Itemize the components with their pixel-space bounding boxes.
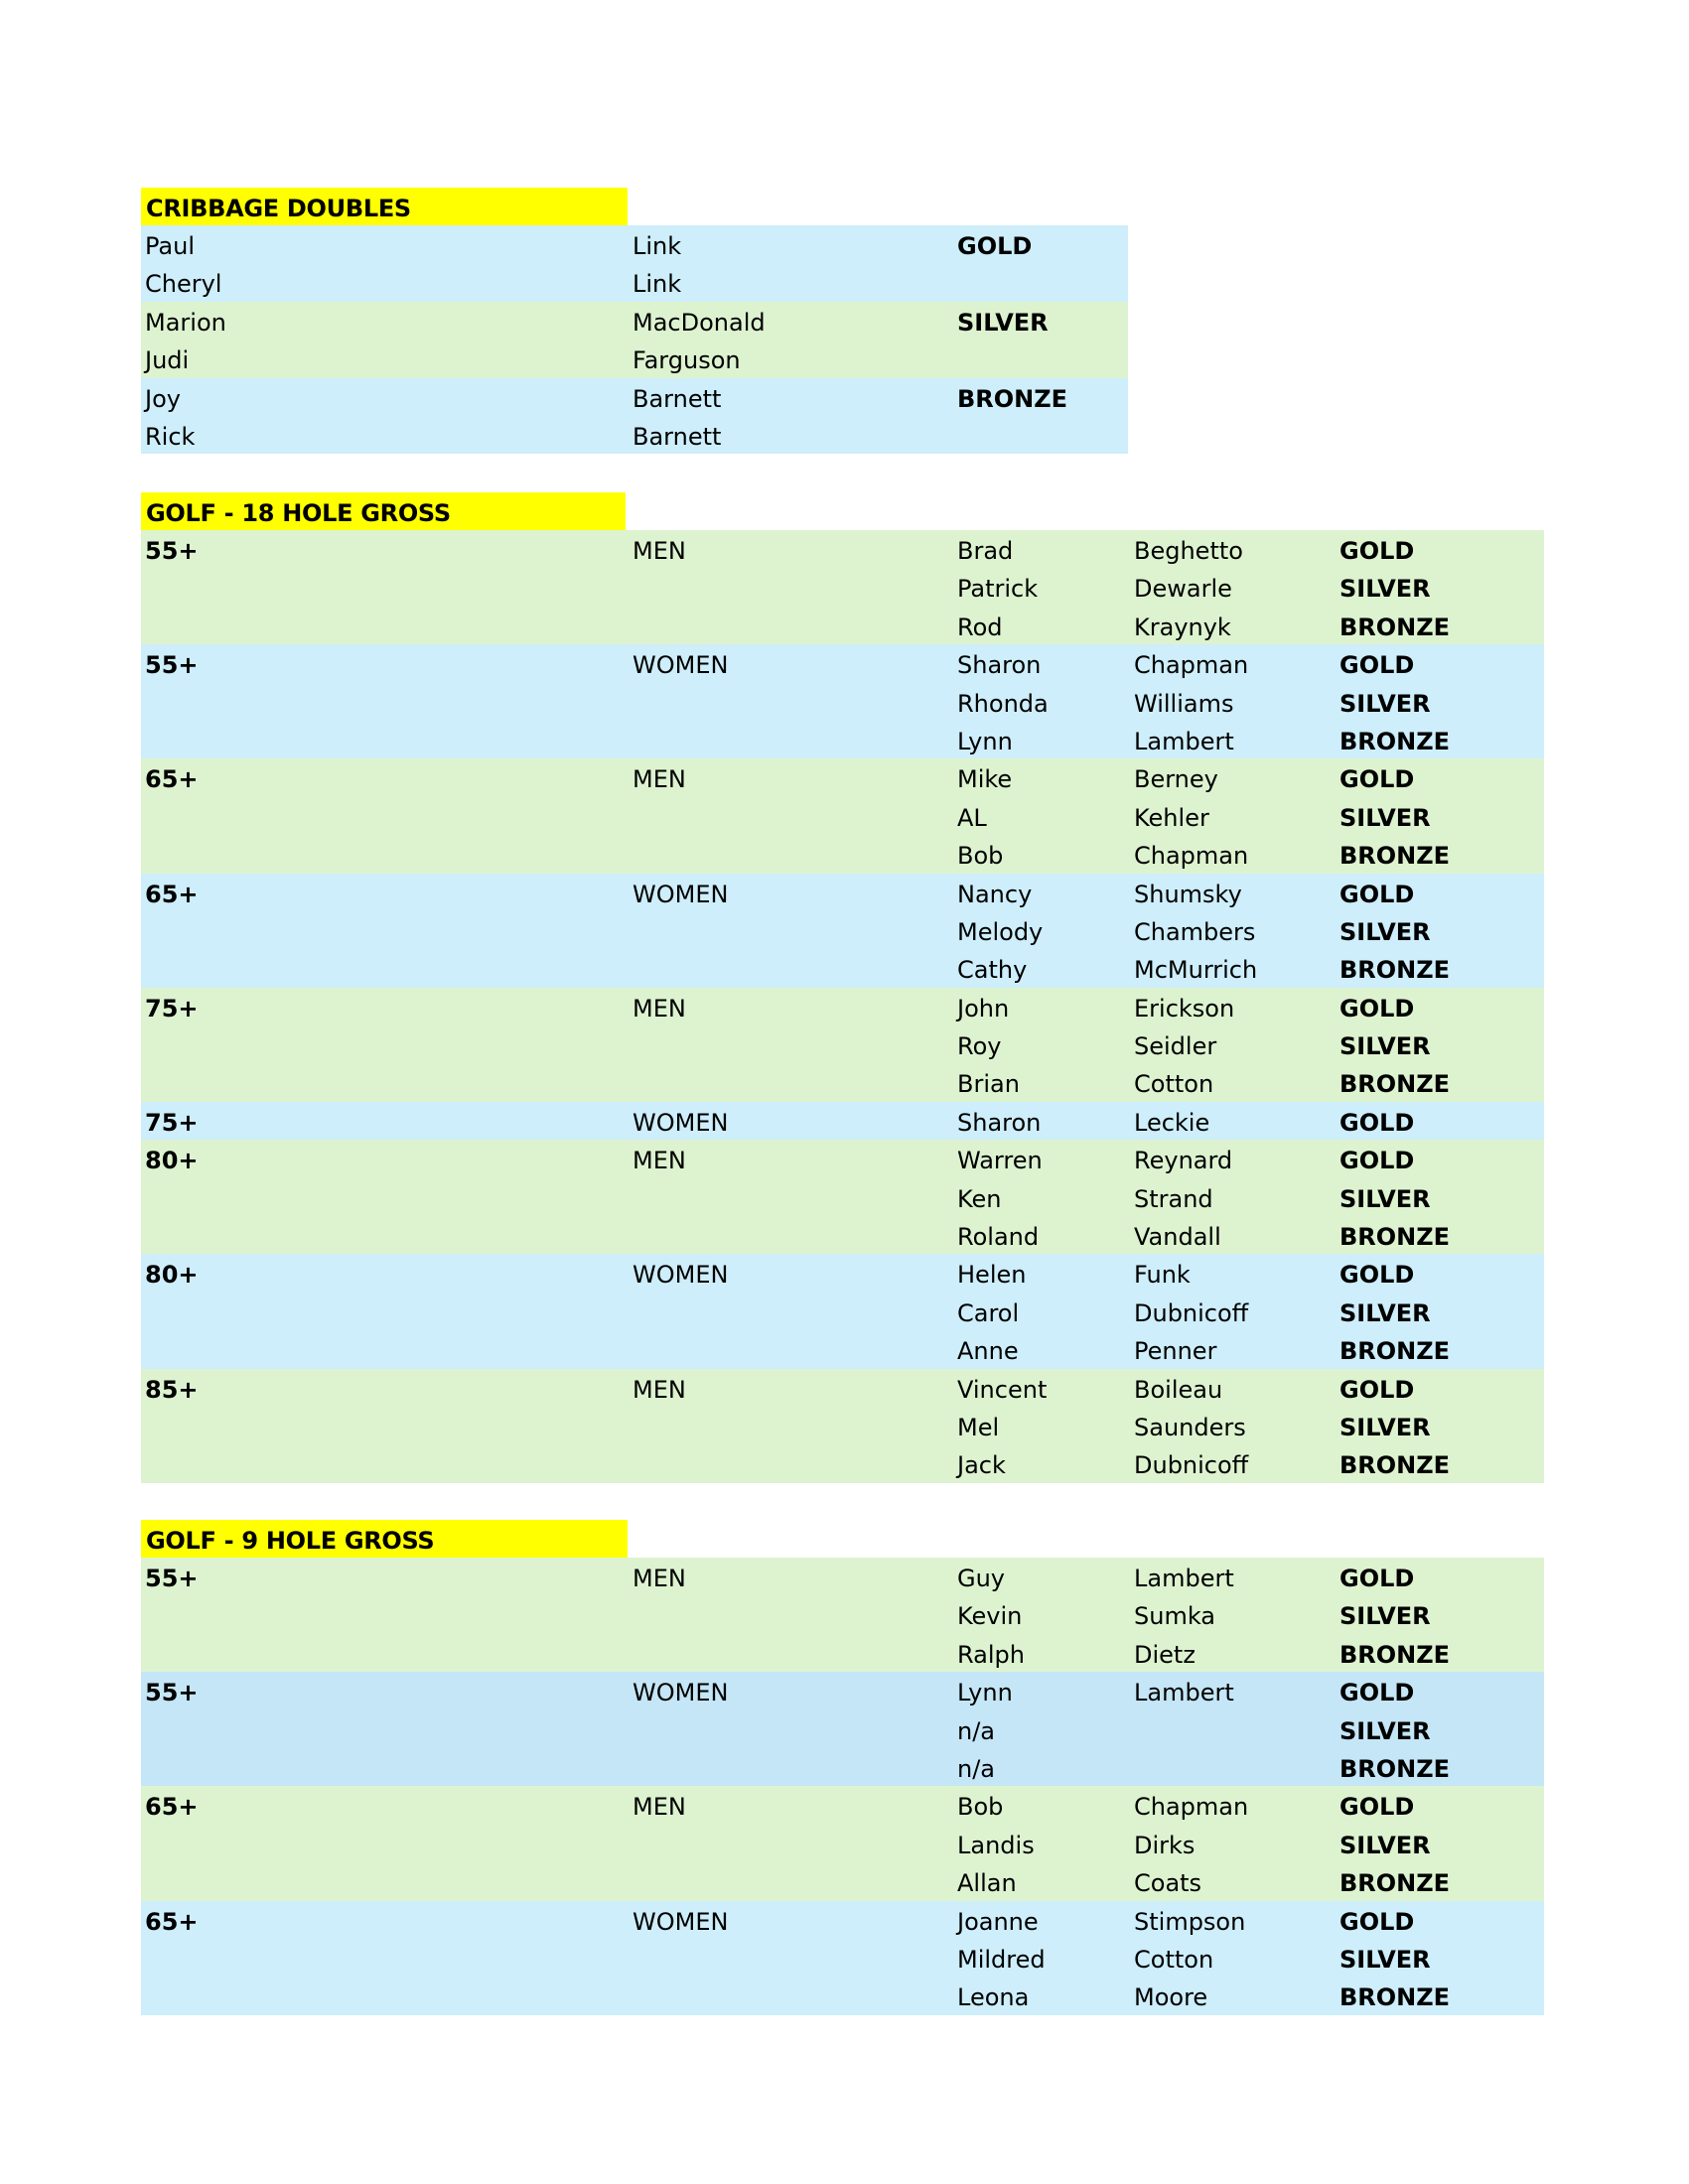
table-row [141,1901,1544,1939]
last-name: MacDonald [633,308,766,337]
first-name: Leona [957,1983,1030,2012]
first-name: Allan [957,1869,1017,1898]
medal-label: BRONZE [957,384,1068,413]
gender: WOMEN [633,1679,729,1707]
age-group: 65+ [145,1793,199,1822]
first-name: Melody [957,917,1044,946]
first-name: Rod [957,613,1003,641]
table-row [141,1710,1544,1748]
last-name: Sumka [1134,1602,1216,1631]
table-row [141,1825,1544,1862]
table-row [141,263,1128,301]
last-name: McMurrich [1134,956,1258,985]
medal-label: GOLD [957,232,1033,260]
first-name: Kevin [957,1602,1023,1631]
medal-label: SILVER [1339,1602,1431,1631]
medal-label: GOLD [1339,880,1415,908]
medal-label: GOLD [1339,537,1415,565]
last-name: Chapman [1134,651,1249,680]
first-name: Anne [957,1337,1019,1366]
table-row [141,1672,1544,1709]
table-row [141,1558,1544,1595]
first-name: Cathy [957,956,1028,985]
medal-label: BRONZE [1339,842,1451,871]
age-group: 55+ [145,537,199,565]
first-name: Sharon [957,1108,1042,1137]
medal-label: BRONZE [1339,1640,1451,1669]
last-name: Dietz [1134,1640,1196,1669]
first-name: Mildred [957,1945,1046,1974]
medal-label: GOLD [1339,1147,1415,1175]
first-name: Mel [957,1413,1000,1441]
last-name: Leckie [1134,1108,1210,1137]
last-name: Stimpson [1134,1907,1246,1936]
age-group: 65+ [145,1907,199,1936]
last-name: Dubnicoff [1134,1298,1249,1327]
golf18-rows [141,530,1544,1483]
medal-label: GOLD [1339,1261,1415,1290]
gender: MEN [633,1565,686,1592]
medal-label: SILVER [1339,1831,1431,1859]
age-group: 55+ [145,651,199,680]
medal-label: BRONZE [1339,613,1451,641]
last-name: Chapman [1134,842,1249,871]
first-name: Patrick [957,575,1039,604]
first-name: Warren [957,1147,1043,1175]
first-name: Bob [957,842,1004,871]
table-row [141,1595,1544,1633]
last-name: Kehler [1134,803,1209,832]
medal-label: BRONZE [1339,727,1451,755]
table-row [141,758,1544,796]
first-name: Ken [957,1184,1002,1213]
last-name: Seidler [1134,1032,1217,1061]
last-name: Lambert [1134,1679,1234,1707]
medal-label: SILVER [1339,1184,1431,1213]
last-name: Penner [1134,1337,1217,1366]
first-name: Cheryl [145,270,222,299]
table-row [141,1977,1544,2014]
first-name: Rhonda [957,689,1049,718]
section-title: GOLF - 18 HOLE GROSS [141,492,626,530]
age-group: 55+ [145,1679,199,1707]
last-name: Vandall [1134,1223,1221,1252]
medal-label: BRONZE [1339,1983,1451,2012]
first-name: Roland [957,1223,1040,1252]
table-row [141,530,1544,568]
table-row [141,988,1544,1025]
table-row [141,378,1128,416]
gender: MEN [633,1375,686,1404]
golf-18-hole-section [141,492,1544,1483]
table-row [141,1025,1544,1063]
gender: MEN [633,537,686,565]
last-name: Farguson [633,346,741,375]
medal-label: GOLD [1339,994,1415,1023]
first-name: Paul [145,232,195,260]
last-name: Dubnicoff [1134,1451,1249,1480]
medal-label: SILVER [1339,575,1431,604]
table-row [141,1748,1544,1786]
last-name: Lambert [1134,727,1234,755]
section-title: CRIBBAGE DOUBLES [141,188,628,225]
first-name: Guy [957,1565,1006,1592]
age-group: 65+ [145,880,199,908]
table-row [141,416,1128,454]
first-name: John [957,994,1010,1023]
table-row [141,1293,1544,1330]
first-name: Brad [957,537,1014,565]
table-row [141,644,1544,682]
first-name: Lynn [957,727,1013,755]
last-name: Strand [1134,1184,1213,1213]
medal-label: BRONZE [1339,1869,1451,1898]
table-row [141,1063,1544,1101]
medal-label: BRONZE [1339,1754,1451,1783]
medal-label: SILVER [1339,689,1431,718]
age-group: 75+ [145,1108,199,1137]
table-row [141,1102,1544,1140]
table-row [141,721,1544,758]
gender: WOMEN [633,1907,729,1936]
age-group: 55+ [145,1565,199,1592]
first-name: Bob [957,1793,1004,1822]
table-row [141,1407,1544,1444]
first-name: Roy [957,1032,1002,1061]
table-row [141,340,1128,377]
age-group: 80+ [145,1261,199,1290]
cribbage-rows [141,225,1128,454]
gender: WOMEN [633,1108,729,1137]
table-row [141,1634,1544,1672]
first-name: Vincent [957,1375,1048,1404]
first-name: Jack [957,1451,1006,1480]
last-name: Cotton [1134,1945,1214,1974]
first-name: Carol [957,1298,1020,1327]
medal-label: BRONZE [1339,1223,1451,1252]
table-row [141,683,1544,721]
first-name: Judi [145,346,190,375]
table-row [141,1862,1544,1900]
medal-label: SILVER [1339,1032,1431,1061]
first-name: Helen [957,1261,1027,1290]
first-name: n/a [957,1754,996,1783]
table-row [141,911,1544,949]
medal-label: GOLD [1339,1565,1415,1592]
first-name: Marion [145,308,226,337]
last-name: Funk [1134,1261,1191,1290]
last-name: Kraynyk [1134,613,1231,641]
last-name: Beghetto [1134,537,1243,565]
medal-label: SILVER [1339,1716,1431,1745]
gender: MEN [633,1793,686,1822]
medal-label: BRONZE [1339,956,1451,985]
table-row [141,1140,1544,1177]
last-name: Chapman [1134,1793,1249,1822]
first-name: Sharon [957,651,1042,680]
last-name: Link [633,232,682,260]
last-name: Cotton [1134,1070,1214,1099]
gender: WOMEN [633,880,729,908]
medal-label: GOLD [1339,1907,1415,1936]
cribbage-doubles-section [141,188,1128,454]
table-row [141,1330,1544,1368]
age-group: 80+ [145,1147,199,1175]
medal-label: SILVER [1339,1298,1431,1327]
medal-label: GOLD [1339,1108,1415,1137]
medal-label: SILVER [1339,917,1431,946]
table-row [141,874,1544,911]
medal-label: BRONZE [1339,1070,1451,1099]
medal-label: BRONZE [1339,1451,1451,1480]
last-name: Erickson [1134,994,1235,1023]
last-name: Reynard [1134,1147,1233,1175]
medal-label: GOLD [1339,1793,1415,1822]
first-name: Nancy [957,880,1033,908]
last-name: Shumsky [1134,880,1242,908]
gender: MEN [633,1147,686,1175]
table-row [141,1254,1544,1292]
medal-label: GOLD [1339,1375,1415,1404]
last-name: Coats [1134,1869,1202,1898]
gender: MEN [633,994,686,1023]
table-row [141,1444,1544,1482]
golf9-rows [141,1558,1544,2015]
medal-label: SILVER [1339,803,1431,832]
table-row [141,568,1544,606]
age-group: 75+ [145,994,199,1023]
section-title: GOLF - 9 HOLE GROSS [141,1520,628,1558]
medal-label: GOLD [1339,651,1415,680]
age-group: 65+ [145,765,199,794]
last-name: Moore [1134,1983,1208,2012]
gender: WOMEN [633,651,729,680]
medal-label: GOLD [1339,765,1415,794]
last-name: Berney [1134,765,1218,794]
table-row [141,835,1544,873]
first-name: Rick [145,422,196,451]
table-row [141,1786,1544,1824]
first-name: Ralph [957,1640,1025,1669]
first-name: Lynn [957,1679,1013,1707]
last-name: Dirks [1134,1831,1196,1859]
last-name: Link [633,270,682,299]
age-group: 85+ [145,1375,199,1404]
first-name: Landis [957,1831,1035,1859]
medal-label: SILVER [1339,1945,1431,1974]
medal-label: BRONZE [1339,1337,1451,1366]
table-row [141,1939,1544,1977]
table-row [141,1178,1544,1216]
medal-label: SILVER [1339,1413,1431,1441]
last-name: Boileau [1134,1375,1223,1404]
first-name: Brian [957,1070,1020,1099]
last-name: Chambers [1134,917,1256,946]
last-name: Lambert [1134,1565,1234,1592]
gender: MEN [633,765,686,794]
table-row [141,225,1128,263]
table-row [141,302,1128,340]
last-name: Saunders [1134,1413,1246,1441]
first-name: Joanne [957,1907,1039,1936]
table-row [141,1369,1544,1407]
golf-9-hole-section [141,1520,1544,2015]
table-row [141,797,1544,835]
table-row [141,607,1544,644]
last-name: Dewarle [1134,575,1232,604]
first-name: Joy [145,384,181,413]
last-name: Barnett [633,384,722,413]
last-name: Williams [1134,689,1234,718]
table-row [141,949,1544,987]
gender: WOMEN [633,1261,729,1290]
first-name: Mike [957,765,1013,794]
medal-label: GOLD [1339,1679,1415,1707]
medal-label: SILVER [957,308,1049,337]
first-name: n/a [957,1716,996,1745]
table-row [141,1216,1544,1254]
first-name: AL [957,803,987,832]
last-name: Barnett [633,422,722,451]
